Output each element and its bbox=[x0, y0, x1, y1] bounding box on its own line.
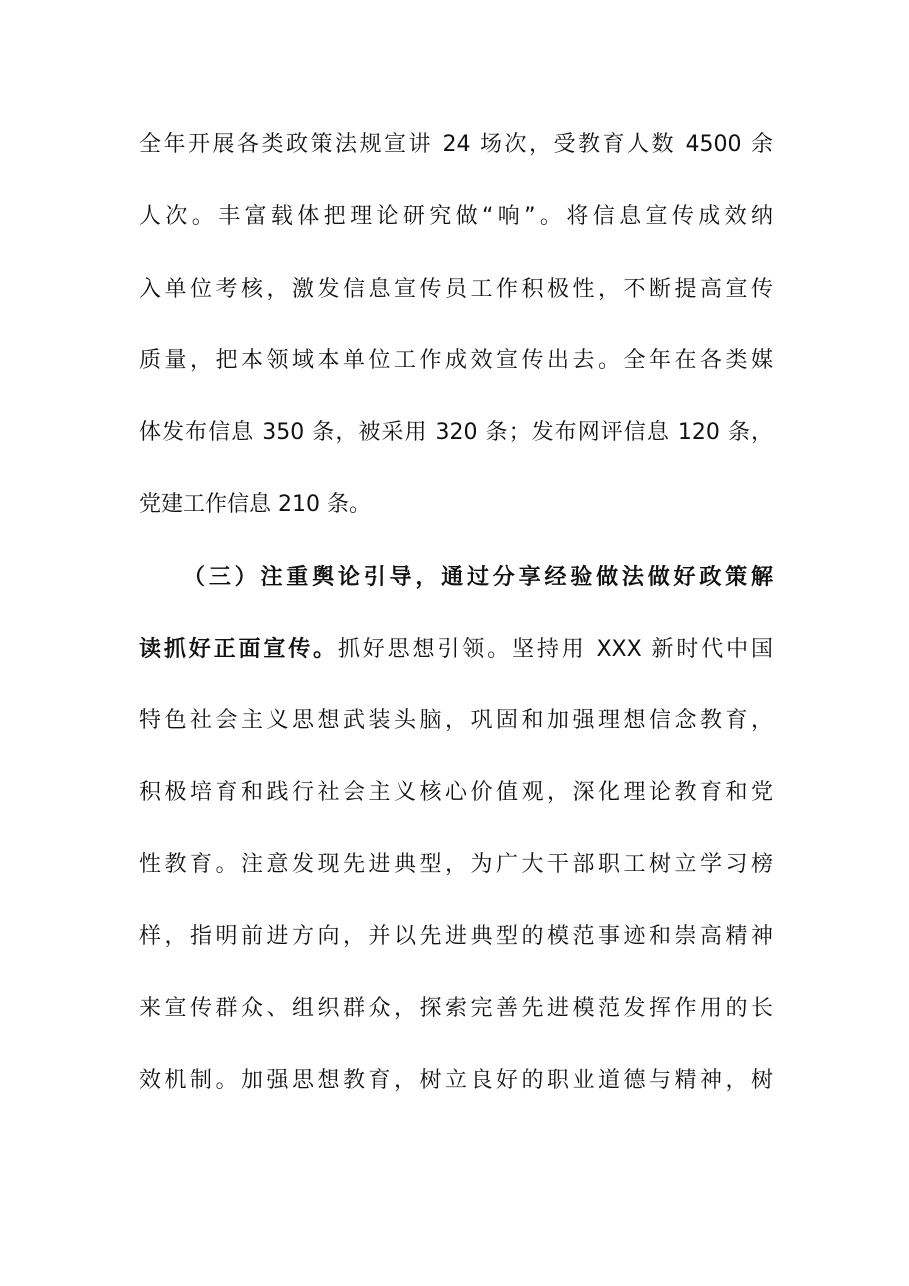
paragraph-1-line-3: 入单位考核，激发信息宣传员工作积极性，不断提高宣传 bbox=[139, 277, 773, 302]
paragraph-2-line-2-text: 抓好思想引领。坚持用 XXX 新时代中国 bbox=[337, 637, 773, 662]
paragraph-2-line-7: 来宣传群众、组织群众，探索完善先进模范发挥作用的长 bbox=[139, 996, 773, 1021]
paragraph-1-line-2: 人次。丰富载体把理论研究做“响”。将信息宣传成效纳 bbox=[139, 204, 773, 229]
paragraph-1-line-6: 党建工作信息 210 条。 bbox=[139, 492, 371, 517]
paragraph-1-line-1: 全年开展各类政策法规宣讲 24 场次，受教育人数 4500 余 bbox=[139, 132, 773, 157]
paragraph-1-line-5: 体发布信息 350 条，被采用 320 条；发布网评信息 120 条， bbox=[139, 420, 773, 445]
paragraph-2-line-5: 性教育。注意发现先进典型，为广大干部职工树立学习榜 bbox=[139, 852, 773, 877]
paragraph-2-line-6: 样，指明前进方向，并以先进典型的模范事迹和崇高精神 bbox=[139, 924, 773, 949]
section-heading-tail: 读抓好正面宣传。 bbox=[139, 637, 338, 662]
paragraph-1-line-4: 质量，把本领域本单位工作成效宣传出去。全年在各类媒 bbox=[139, 348, 773, 373]
paragraph-2-line-2 bbox=[139, 630, 773, 670]
paragraph-2-line-3: 特色社会主义思想武装头脑，巩固和加强理想信念教育， bbox=[139, 708, 773, 733]
paragraph-2-line-4: 积极培育和践行社会主义核心价值观，深化理论教育和党 bbox=[139, 780, 773, 805]
section-heading-line-1: （三）注重舆论引导，通过分享经验做法做好政策解 bbox=[183, 565, 773, 590]
paragraph-2-line-8: 效机制。加强思想教育，树立良好的职业道德与精神，树 bbox=[139, 1068, 773, 1093]
